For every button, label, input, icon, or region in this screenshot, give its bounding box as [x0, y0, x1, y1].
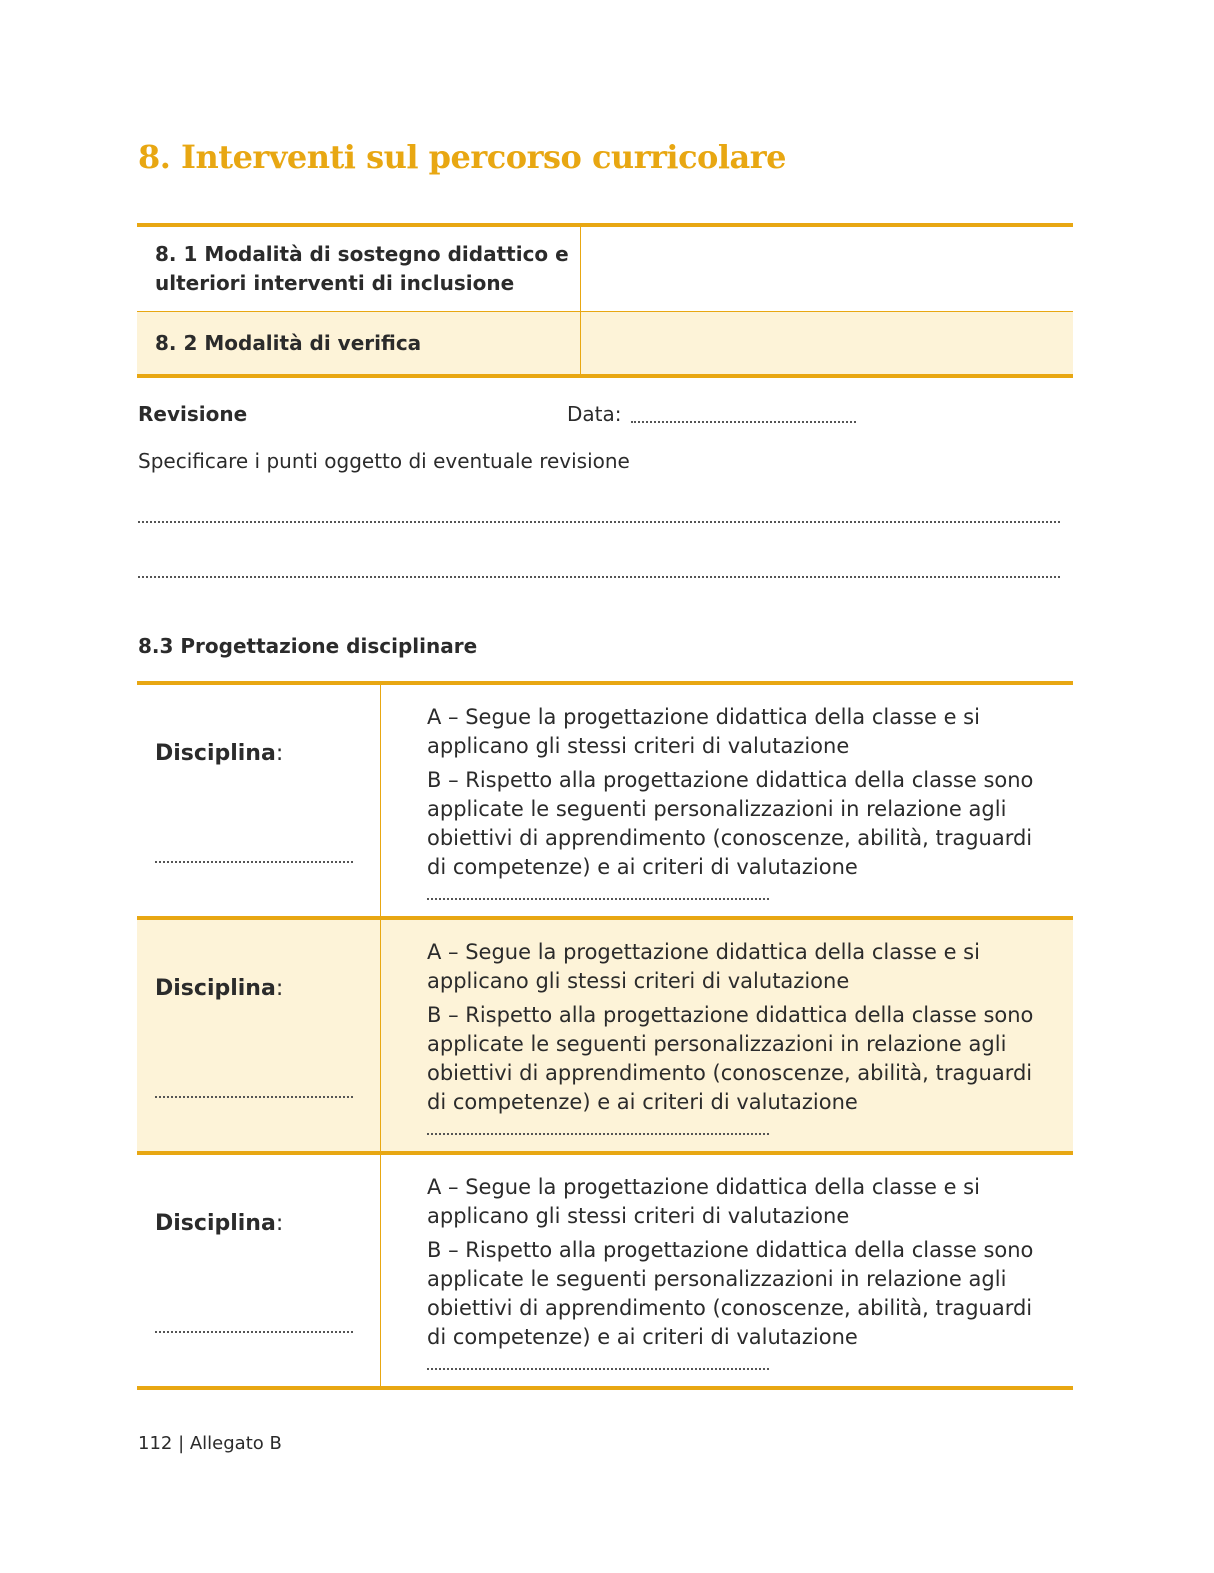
options-cell — [381, 685, 1073, 916]
personalization-field[interactable] — [427, 1133, 769, 1135]
options-cell — [381, 920, 1073, 1151]
discipline-field[interactable] — [155, 1096, 353, 1098]
discipline-cell — [137, 1155, 381, 1386]
verification-row — [137, 312, 1073, 374]
discipline-label: Disciplina: — [155, 741, 284, 766]
discipline-cell — [137, 920, 381, 1151]
design-row — [137, 916, 1073, 1151]
option-b-text: B – Rispetto alla progettazione didattica della classe sono applicate le seguenti personalizzazioni in relazione agli obiettivi di apprendimento (conoscenze, abilità, traguardi di competenze) e ai criteri di valutazione — [427, 1003, 1034, 1114]
discipline-field[interactable] — [155, 861, 353, 863]
discipline-label: Disciplina: — [155, 976, 284, 1001]
options-cell — [381, 1155, 1073, 1386]
revision-line-1[interactable] — [138, 521, 1060, 523]
support-table — [137, 223, 1073, 378]
option-a-text: A – Segue la progettazione didattica della classe e si applicano gli stessi criteri di valutazione — [427, 1175, 980, 1228]
discipline-label: Disciplina: — [155, 1211, 284, 1236]
discipline-cell — [137, 685, 381, 916]
revision-line-2[interactable] — [138, 576, 1060, 578]
support-value-field[interactable] — [581, 227, 1073, 311]
revision-label: Revisione — [138, 402, 248, 426]
support-label: 8. 1 Modalità di sostegno didattico e ulteriori interventi di inclusione — [137, 227, 581, 311]
personalization-field[interactable] — [427, 898, 769, 900]
date-label: Data: — [567, 402, 622, 426]
verification-label: 8. 2 Modalità di verifica — [137, 312, 581, 374]
option-a-text: A – Segue la progettazione didattica della classe e si applicano gli stessi criteri di valutazione — [427, 940, 980, 993]
section-title: 8. Interventi sul percorso curricolare — [138, 138, 786, 176]
date-field[interactable] — [631, 421, 856, 423]
option-b-text: B – Rispetto alla progettazione didattica della classe sono applicate le seguenti personalizzazioni in relazione agli obiettivi di apprendimento (conoscenze, abilità, traguardi di competenze) e ai criteri di valutazione — [427, 1238, 1034, 1349]
verification-value-field[interactable] — [581, 312, 1073, 374]
page-footer: 112 | Allegato B — [138, 1433, 282, 1454]
option-b-text: B – Rispetto alla progettazione didattica della classe sono applicate le seguenti personalizzazioni in relazione agli obiettivi di apprendimento (conoscenze, abilità, traguardi di competenze) e ai criteri di valutazione — [427, 768, 1034, 879]
discipline-field[interactable] — [155, 1331, 353, 1333]
support-row — [137, 227, 1073, 312]
design-row — [137, 685, 1073, 916]
design-table — [137, 681, 1073, 1390]
personalization-field[interactable] — [427, 1368, 769, 1370]
design-row — [137, 1151, 1073, 1386]
design-title: 8.3 Progettazione disciplinare — [138, 634, 478, 658]
revision-instructions: Specificare i punti oggetto di eventuale revisione — [138, 449, 630, 473]
option-a-text: A – Segue la progettazione didattica della classe e si applicano gli stessi criteri di valutazione — [427, 705, 980, 758]
